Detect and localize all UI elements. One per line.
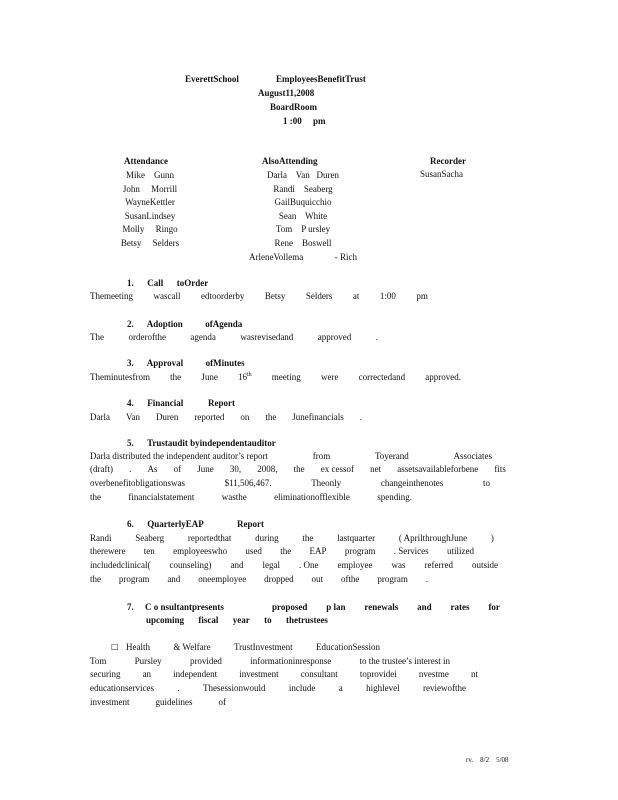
word: the [302,533,314,543]
word: thetrustees [285,615,328,625]
word: nvestme [418,669,449,679]
word: fits [494,464,506,474]
word: (draft) [90,464,113,474]
word: fiscal [198,615,219,625]
bullet-square-icon: □ [111,642,119,651]
word: informationinresponse [250,656,332,666]
header-room: BoardRoom [270,102,317,112]
word: to the trustee’s interest in [359,656,450,666]
attendee-name: SusanLindsey [124,210,176,221]
word: proposed [272,602,308,612]
section-6-line-1 [90,533,494,543]
word: the [265,412,277,422]
word: spending. [377,492,412,502]
attendee-name: WayneKettler [125,197,175,208]
word: investment [90,697,130,707]
word: Van [125,412,140,422]
word: during [255,533,279,543]
word: used [245,546,262,556]
word: guidelines [155,697,193,707]
word: oneemployee [198,574,247,584]
word: overbenefitobligationswas [90,478,185,488]
word: dropped [264,574,294,584]
section-2-title: 2. Adoption ofAgenda [127,319,243,329]
word: reportedthat [187,533,232,543]
word: were [320,372,339,382]
word: employeeswho [173,546,228,556]
word: Thesessionwould [202,683,266,693]
section-2-line-1 [90,332,378,342]
word: and [417,602,432,612]
word: of [173,464,182,474]
word: & Welfare [173,642,211,652]
word: therewere [90,546,126,556]
word: Selders [305,291,333,301]
word: highlevel [366,683,400,693]
word: for [488,602,500,612]
word: provided [189,656,222,666]
revision-footer: rv. 8/2 5/08 [466,756,509,764]
section-7-line-3 [90,683,466,693]
word: . One [298,560,319,570]
word: outside [471,560,498,570]
word: Themeeting [90,291,133,301]
word: ) [490,533,494,543]
word: wasthe [221,492,247,502]
word: . Services [393,546,429,556]
word: ( AprilthroughJune [398,533,468,543]
word: employee [337,560,373,570]
word: 2008, [257,464,278,474]
also-attending-name: ArleneVollema - Rich [248,251,358,262]
word: net [370,464,382,474]
word: renewals [364,602,399,612]
header-time: 1 :00 pm [283,116,326,126]
word: consultant [300,669,338,679]
word: nt [470,669,478,679]
section-1-line-1 [90,291,428,301]
word: EducationSession [316,642,380,652]
attendee-name: Mike Gunn [126,170,174,180]
section-5-line-4 [90,492,412,502]
header-date: August11,2008 [258,88,315,98]
word: June [201,372,218,382]
section-3-line-1 [90,372,461,382]
section-6-line-4 [90,574,428,584]
word: Darla distributed the independent auditor’s report [90,451,269,461]
also-attending-name: Randi Seaberg [273,183,333,194]
attendee-name: Molly Ringo [122,224,178,235]
word: of [218,697,226,707]
section-5-line-2 [90,464,506,474]
word: 1:00 [379,291,396,301]
word: reported [194,412,225,422]
word: the [293,464,305,474]
header-trust: EmployeesBenefitTrust [276,74,366,84]
word: counseling) [169,560,212,570]
word: reviewofthe [422,683,466,693]
word: edtoorderby [200,291,245,301]
word: Associates [453,451,492,461]
word: Health [126,642,150,652]
word: . [375,332,378,342]
word: and [167,574,181,584]
word: includedclinical( [90,560,151,570]
word: wasrevisedand [240,332,294,342]
word: to [482,478,490,488]
word: As [147,464,158,474]
section-1-title: 1. Call toOrder [127,278,209,288]
section-5-line-3 [90,478,490,488]
word: June [197,464,214,474]
also-attending-list [244,169,362,264]
word: . [177,683,180,693]
attendance-list [100,169,200,251]
word: the [90,492,101,502]
word: eliminationofflexible [274,492,350,502]
word: the [280,546,292,556]
recorder-name: SusanSacha [420,169,463,179]
word: at [352,291,360,301]
word: Toyerand [374,451,409,461]
word: Theminutesfrom [90,372,150,382]
word: Tom [90,656,107,666]
also-attending-name: Tom P ursley [275,224,331,235]
also-attending-name: Darla Van Duren [266,170,340,180]
word: ex cessof [320,464,354,474]
word: orderofthe [128,332,166,342]
section-6-title: 6. QuarterlyEAP Report [127,519,264,529]
word: referred [424,560,453,570]
word: from [312,451,331,461]
word: upcoming [146,615,185,625]
header-school: EverettSchool [185,74,239,84]
also-attending-name: Rene Boswell [274,237,332,248]
section-7-title: 7. C o nsultantpresents [127,602,224,612]
word: Seaberg [135,533,165,543]
word: The [90,332,104,342]
word: on [240,412,250,422]
word: program [118,574,150,584]
word: program [377,574,408,584]
word: the [170,372,182,382]
word: . [359,412,362,422]
word: correctedand [358,372,406,382]
word: p lan [326,602,346,612]
word: meeting [271,372,301,382]
word: lastquarter [337,533,376,543]
attendance-heading: Attendance [124,156,168,166]
word: Pursley [134,656,162,666]
section-7-title-cont [272,602,500,612]
recorder-heading: Recorder [430,156,466,166]
word: ofthe [340,574,360,584]
word: securing [90,669,121,679]
word: rates [450,602,470,612]
word: and [230,560,244,570]
word: Duren [155,412,179,422]
section-7-line-2 [90,669,478,679]
word: approved. [425,372,461,382]
also-attending-heading: AlsoAttending [262,156,318,166]
section-6-line-2 [90,546,474,556]
word: wascall [153,291,181,301]
word: was [391,560,406,570]
word: utilized [447,546,474,556]
section-6-line-3 [90,560,498,570]
word: $11,506,467. [224,478,272,488]
word: Betsy [264,291,286,301]
word: financialstatement [128,492,195,502]
word: year [232,615,250,625]
word: include [288,683,316,693]
section-7-bullet-line [126,642,380,652]
word: legal [262,560,280,570]
word: agenda [190,332,216,342]
word: approved [317,332,352,342]
word: the [90,574,101,584]
section-5-line-1 [90,451,492,461]
word: . [425,574,428,584]
word: 30, [229,464,242,474]
word [238,372,252,382]
word: . [129,464,132,474]
day-number: 16 [237,372,247,382]
word: an [142,669,152,679]
word: Randi [90,533,112,543]
attendee-name: John Morrill [122,183,178,194]
also-attending-name: Sean White [278,210,328,221]
section-7-line-1 [90,656,450,666]
word: out [311,574,324,584]
word: a [338,683,343,693]
word: Theonly [311,478,342,488]
word: TrustInvestment [234,642,293,652]
word: EAP [309,546,327,556]
attendee-name: Betsy Selders [120,237,180,248]
section-5-title: 5. Trustaudit byindependentauditor [127,438,276,448]
section-3-title: 3. Approval ofMinutes [127,358,245,368]
word: changeinthenotes [380,478,444,488]
word: Darla [90,412,110,422]
word: assetsavailableforbene [397,464,479,474]
word: program [344,546,376,556]
section-4-line-1 [90,412,362,422]
section-4-title: 4. Financial Report [127,398,235,408]
word: independent [173,669,218,679]
word: pm [416,291,428,301]
ordinal-suffix: th [246,372,252,378]
word: Junefinancials [292,412,344,422]
word: to [264,615,272,625]
word: investment [239,669,279,679]
section-7-line-4 [90,697,226,707]
also-attending-name: GailBuquicchio [274,197,332,208]
section-7-title-line-2 [146,615,328,625]
word: ten [143,546,155,556]
word: educationservices [90,683,154,693]
word: toprovidei [359,669,397,679]
